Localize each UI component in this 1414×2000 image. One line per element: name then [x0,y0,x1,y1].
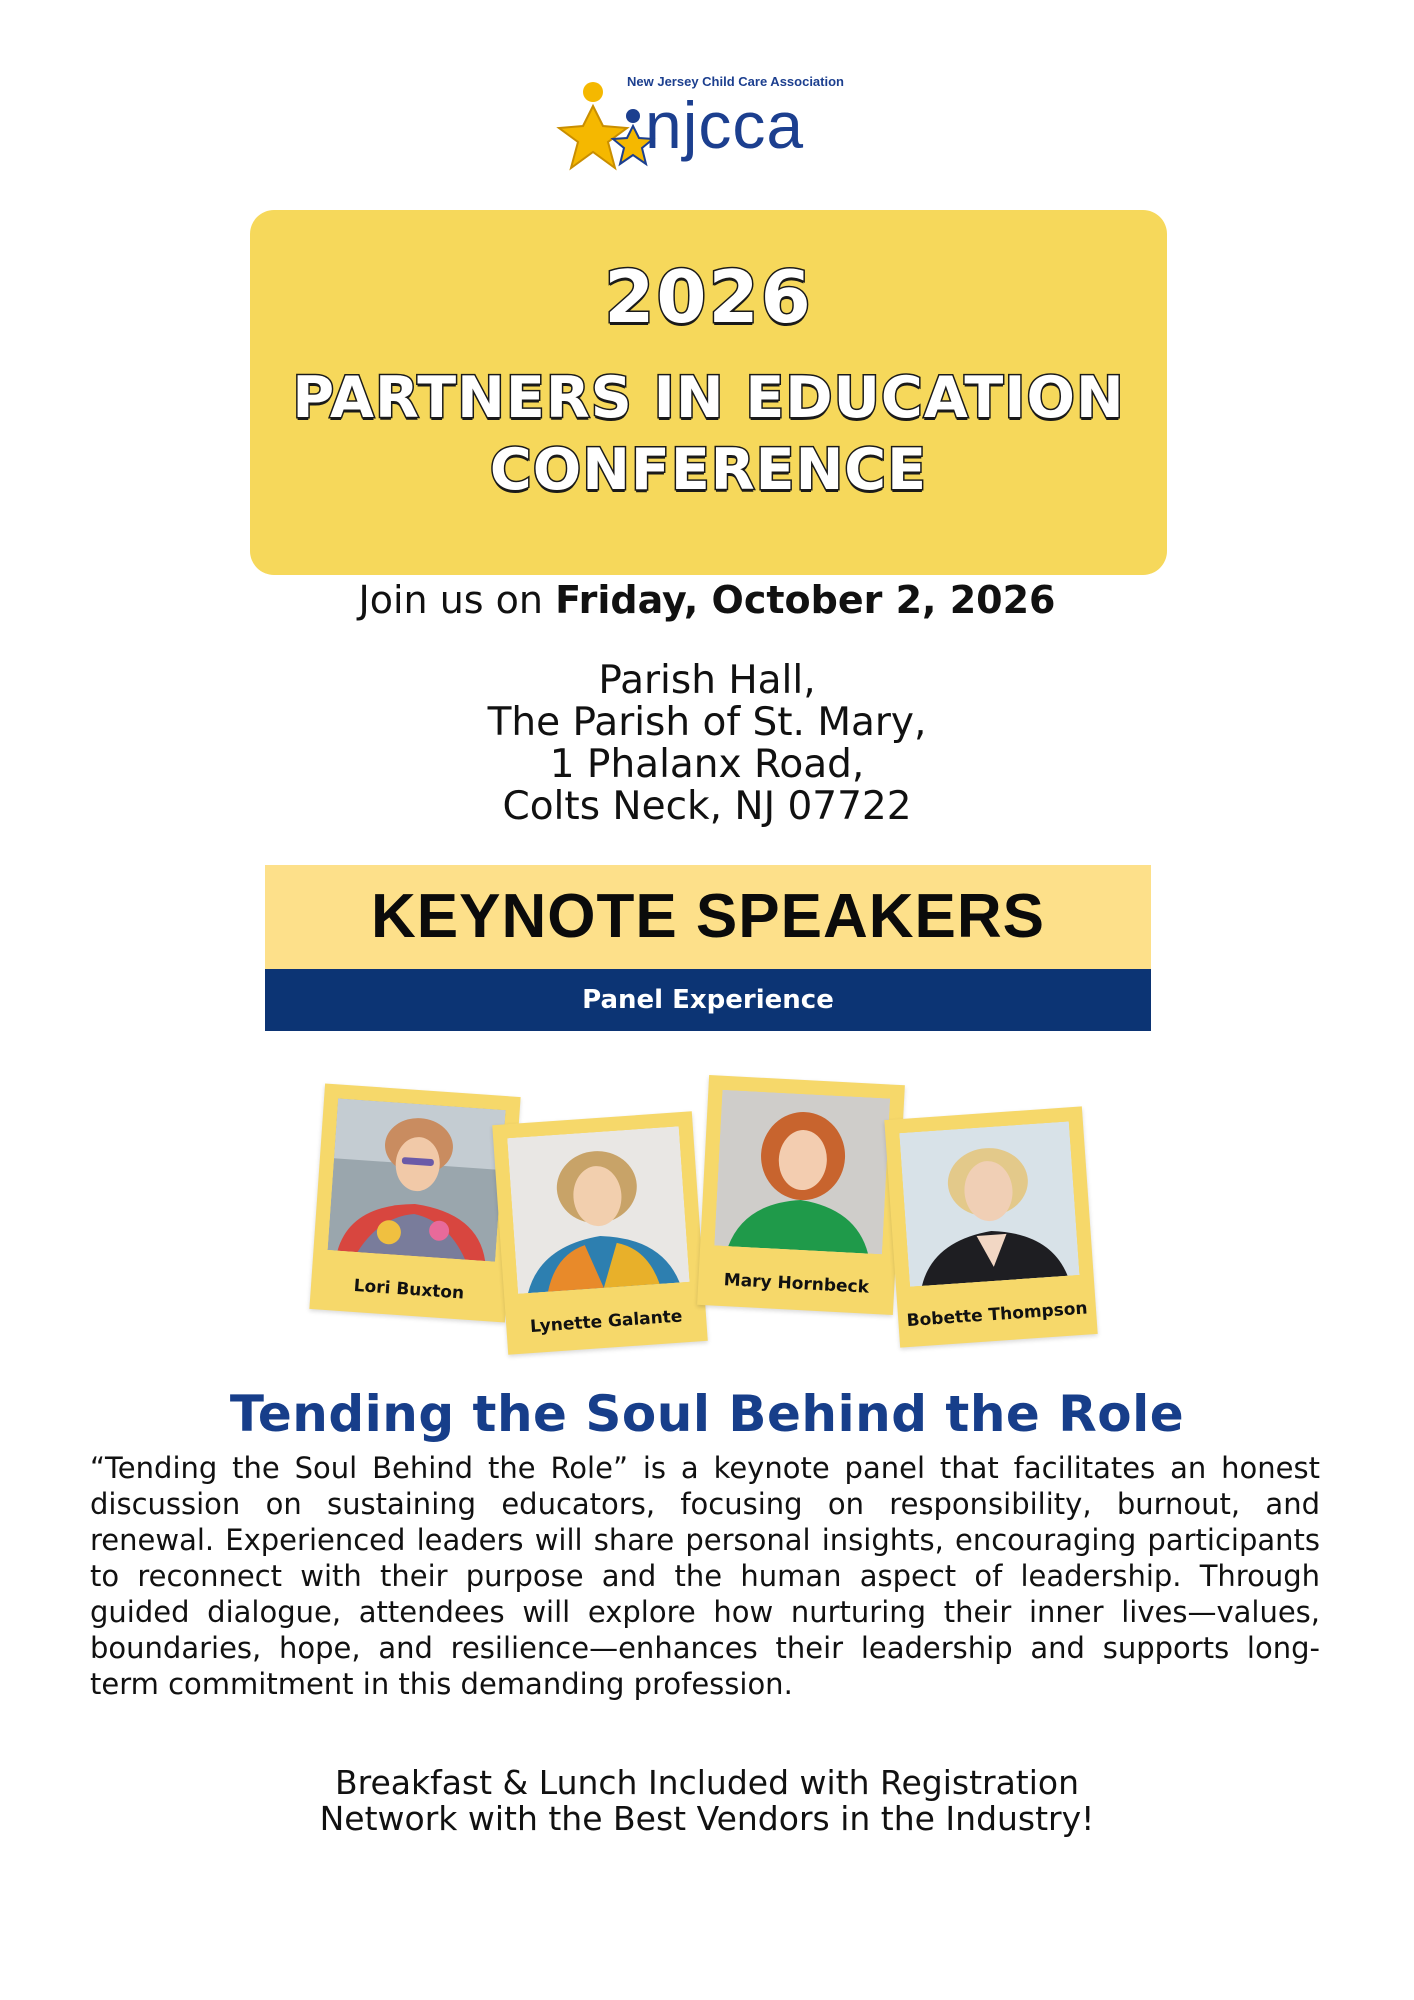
speaker-card [492,1111,708,1354]
venue-line-1: Parish Hall, [598,658,816,703]
perk-vendors: Network with the Best Vendors in the Industry! [319,1799,1095,1838]
speaker-name: Bobette Thompson [906,1298,1089,1332]
njcca-logo [545,70,885,182]
speaker-photo [714,1090,890,1255]
session-description: “Tending the Soul Behind the Role” is a keynote panel that facilitates an honest discussion on sustaining educators, focusing on responsibility, burnout, and renewal. Experienced leaders will share personal insights, encouraging participants to reconnect with their purpose and the human aspect of leadership. Through guided dialogue, attendees will explore how nurturing their inner lives—values, boundaries, hope, and resilience—enhances their leadership and supports long-term commitment in this demanding profession. [90,1451,1320,1701]
speaker-photo [899,1121,1079,1286]
speaker-name: Lori Buxton [353,1275,465,1304]
panel-label: Panel Experience [582,985,834,1015]
keynote-header [265,865,1151,969]
logo-wordmark: njcca [645,88,805,162]
perk-meals: Breakfast & Lunch Included with Registration [334,1763,1080,1802]
speaker-card [697,1075,905,1315]
venue-address [0,660,1414,828]
panel-band [265,969,1151,1031]
venue-line-3: 1 Phalanx Road, [549,742,865,787]
session-title: Tending the Soul Behind the Role [229,1385,1185,1443]
speaker-photo [328,1098,506,1261]
conference-title-line-1: PARTNERS IN EDUCATION [292,365,1125,431]
speaker-card [309,1083,520,1322]
speaker-name: Lynette Galante [529,1306,684,1338]
speaker-photo [507,1126,689,1294]
venue-line-4: Colts Neck, NJ 07722 [502,784,912,829]
logo-org-name: New Jersey Child Care Association [627,74,844,89]
event-date-line [0,578,1414,622]
conference-title-line-2: CONFERENCE [489,437,928,503]
conference-year: 2026 [604,255,813,339]
speaker-card [884,1106,1097,1347]
conference-title [250,362,1167,506]
join-prefix: Join us on [358,578,556,622]
conference-title-banner [250,210,1167,575]
speaker-name: Mary Hornbeck [723,1270,870,1298]
keynote-title: KEYNOTE SPEAKERS [370,882,1046,951]
venue-line-2: The Parish of St. Mary, [487,700,927,745]
event-date: Friday, October 2, 2026 [555,578,1056,622]
event-perks [0,1765,1414,1837]
